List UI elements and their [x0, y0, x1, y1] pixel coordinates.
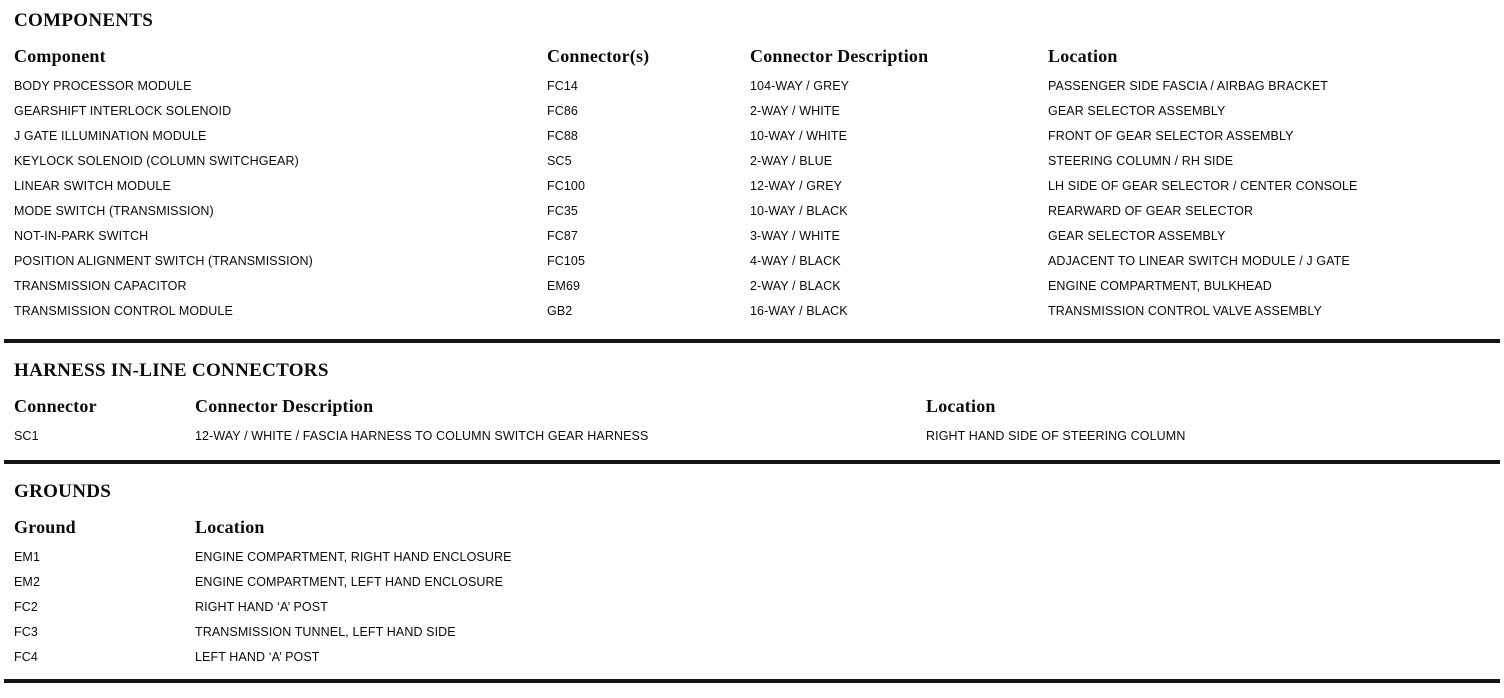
- cell-location: GEAR SELECTOR ASSEMBLY: [1048, 104, 1226, 118]
- cell-location: RIGHT HAND ‘A’ POST: [195, 600, 328, 614]
- cell-location: RIGHT HAND SIDE OF STEERING COLUMN: [926, 429, 1186, 443]
- components-table-row: [14, 274, 1494, 299]
- cell-location: ENGINE COMPARTMENT, RIGHT HAND ENCLOSURE: [195, 550, 512, 564]
- cell-component: MODE SWITCH (TRANSMISSION): [14, 204, 214, 218]
- cell-connector: FC14: [547, 79, 578, 93]
- cell-location: GEAR SELECTOR ASSEMBLY: [1048, 229, 1226, 243]
- harness-table-row: [14, 424, 1494, 449]
- cell-ground: EM1: [14, 550, 41, 564]
- cell-connector: FC105: [547, 254, 586, 268]
- cell-location: ENGINE COMPARTMENT, LEFT HAND ENCLOSURE: [195, 575, 504, 589]
- harness-col-header-connector: Connector: [14, 396, 97, 416]
- cell-ground: FC4: [14, 650, 38, 664]
- cell-location: LH SIDE OF GEAR SELECTOR / CENTER CONSOLE: [1048, 179, 1358, 193]
- components-section: [14, 10, 1494, 324]
- components-col-header-connectors: Connector(s): [547, 46, 650, 66]
- cell-component: TRANSMISSION CONTROL MODULE: [14, 304, 233, 318]
- cell-connector-description: 12-WAY / GREY: [750, 179, 843, 193]
- components-table-body: [14, 74, 1494, 324]
- cell-connector-description: 2-WAY / WHITE: [750, 104, 840, 118]
- cell-location: FRONT OF GEAR SELECTOR ASSEMBLY: [1048, 129, 1294, 143]
- cell-connector: SC1: [14, 429, 39, 443]
- cell-component: KEYLOCK SOLENOID (COLUMN SWITCHGEAR): [14, 154, 299, 168]
- components-table-row: [14, 224, 1494, 249]
- cell-component: GEARSHIFT INTERLOCK SOLENOID: [14, 104, 232, 118]
- harness-table-header: [14, 395, 1494, 417]
- components-table-row: [14, 99, 1494, 124]
- cell-component: LINEAR SWITCH MODULE: [14, 179, 171, 193]
- cell-component: BODY PROCESSOR MODULE: [14, 79, 192, 93]
- section-divider: [4, 339, 1500, 343]
- cell-ground: EM2: [14, 575, 41, 589]
- cell-connector: EM69: [547, 279, 581, 293]
- cell-ground: FC3: [14, 625, 38, 639]
- cell-location: TRANSMISSION TUNNEL, LEFT HAND SIDE: [195, 625, 456, 639]
- cell-connector: FC100: [547, 179, 586, 193]
- grounds-col-header-ground: Ground: [14, 517, 76, 537]
- harness-col-header-connector-description: Connector Description: [195, 396, 374, 416]
- cell-location: ADJACENT TO LINEAR SWITCH MODULE / J GATE: [1048, 254, 1350, 268]
- components-table-row: [14, 124, 1494, 149]
- components-col-header-location: Location: [1048, 46, 1118, 66]
- cell-location: STEERING COLUMN / RH SIDE: [1048, 154, 1234, 168]
- grounds-table-row: [14, 545, 1494, 570]
- components-table-row: [14, 249, 1494, 274]
- cell-connector-description: 4-WAY / BLACK: [750, 254, 841, 268]
- grounds-col-header-location: Location: [195, 517, 265, 537]
- components-section-title: COMPONENTS: [14, 10, 154, 31]
- components-table-header: [14, 45, 1494, 67]
- cell-connector: FC35: [547, 204, 578, 218]
- harness-section-title: HARNESS IN-LINE CONNECTORS: [14, 360, 329, 381]
- grounds-section-title: GROUNDS: [14, 481, 112, 502]
- cell-location: TRANSMISSION CONTROL VALVE ASSEMBLY: [1048, 304, 1322, 318]
- components-table-row: [14, 199, 1494, 224]
- grounds-table-body: [14, 545, 1494, 670]
- cell-component: TRANSMISSION CAPACITOR: [14, 279, 187, 293]
- grounds-table-header: [14, 516, 1494, 538]
- grounds-section: [14, 481, 1494, 670]
- cell-connector-description: 2-WAY / BLACK: [750, 279, 841, 293]
- cell-connector: GB2: [547, 304, 573, 318]
- grounds-table-row: [14, 620, 1494, 645]
- cell-connector: FC87: [547, 229, 578, 243]
- cell-connector-description: 104-WAY / GREY: [750, 79, 850, 93]
- components-table-row: [14, 74, 1494, 99]
- cell-connector-description: 12-WAY / WHITE / FASCIA HARNESS TO COLUMN SWITCH GEAR HARNESS: [195, 429, 649, 443]
- grounds-table-row: [14, 570, 1494, 595]
- cell-component: NOT-IN-PARK SWITCH: [14, 229, 149, 243]
- harness-col-header-location: Location: [926, 396, 996, 416]
- components-table-row: [14, 174, 1494, 199]
- cell-connector: SC5: [547, 154, 572, 168]
- bottom-rule: [4, 679, 1500, 683]
- cell-location: ENGINE COMPARTMENT, BULKHEAD: [1048, 279, 1272, 293]
- cell-location: PASSENGER SIDE FASCIA / AIRBAG BRACKET: [1048, 79, 1329, 93]
- cell-ground: FC2: [14, 600, 38, 614]
- grounds-table-row: [14, 645, 1494, 670]
- components-table-row: [14, 299, 1494, 324]
- cell-connector-description: 16-WAY / BLACK: [750, 304, 848, 318]
- cell-component: J GATE ILLUMINATION MODULE: [14, 129, 207, 143]
- cell-connector: FC86: [547, 104, 578, 118]
- cell-location: REARWARD OF GEAR SELECTOR: [1048, 204, 1254, 218]
- components-col-header-connector-description: Connector Description: [750, 46, 929, 66]
- section-divider: [4, 460, 1500, 464]
- cell-component: POSITION ALIGNMENT SWITCH (TRANSMISSION): [14, 254, 313, 268]
- harness-table-body: [14, 424, 1494, 449]
- cell-connector-description: 2-WAY / BLUE: [750, 154, 833, 168]
- cell-connector-description: 10-WAY / BLACK: [750, 204, 848, 218]
- cell-connector: FC88: [547, 129, 578, 143]
- grounds-table-row: [14, 595, 1494, 620]
- components-table-row: [14, 149, 1494, 174]
- components-col-header-component: Component: [14, 46, 106, 66]
- cell-location: LEFT HAND ‘A’ POST: [195, 650, 320, 664]
- harness-section: [14, 360, 1494, 449]
- cell-connector-description: 10-WAY / WHITE: [750, 129, 848, 143]
- cell-connector-description: 3-WAY / WHITE: [750, 229, 840, 243]
